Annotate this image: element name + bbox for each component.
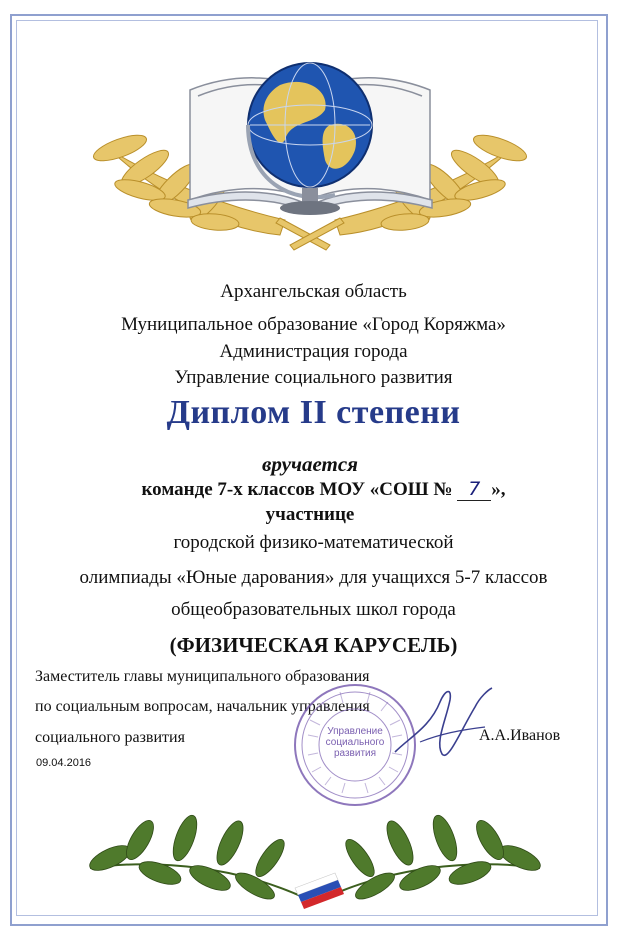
signer-position-1: Заместитель главы муниципального образования: [35, 668, 370, 685]
olympiad-line-3: общеобразовательных школ города: [171, 599, 456, 620]
stamp-line-2: социального: [325, 737, 385, 748]
municipality-title: Муниципальное образование «Город Коряжма»: [121, 314, 506, 335]
diploma-title: Диплом II степени: [166, 394, 461, 431]
nomination-title: (ФИЗИЧЕСКАЯ КАРУСЕЛЬ): [169, 633, 458, 657]
department-title: Управление социального развития: [174, 367, 453, 388]
team-prefix: команде 7-х классов МОУ «СОШ №: [141, 479, 458, 500]
handwritten-signature-icon: [380, 682, 510, 772]
signer-position-2: по социальным вопросам, начальник управления: [35, 698, 370, 715]
laurel-branches-icon: [80, 778, 550, 918]
olympiad-line-1: городской физико-математической: [173, 532, 454, 553]
team-suffix: »,: [491, 479, 506, 500]
administration-title: Администрация города: [219, 341, 408, 362]
awarded-text: вручается: [262, 452, 358, 476]
signer-position-3: социального развития: [35, 729, 185, 746]
stamp-center-text: [325, 726, 385, 759]
issue-date: 09.04.2016: [36, 757, 92, 769]
stamp-line-3: развития: [333, 748, 377, 759]
school-number: 7: [457, 478, 491, 501]
globe-book-emblem-icon: [80, 30, 540, 255]
participant-text: участнице: [265, 504, 355, 525]
team-line: [10, 478, 627, 501]
region-title: Архангельская область: [220, 281, 407, 302]
signer-name: А.А.Иванов: [479, 727, 561, 744]
stamp-line-1: Управление: [327, 726, 383, 737]
olympiad-line-2: олимпиады «Юные дарования» для учащихся 5-7 классов: [79, 567, 548, 588]
